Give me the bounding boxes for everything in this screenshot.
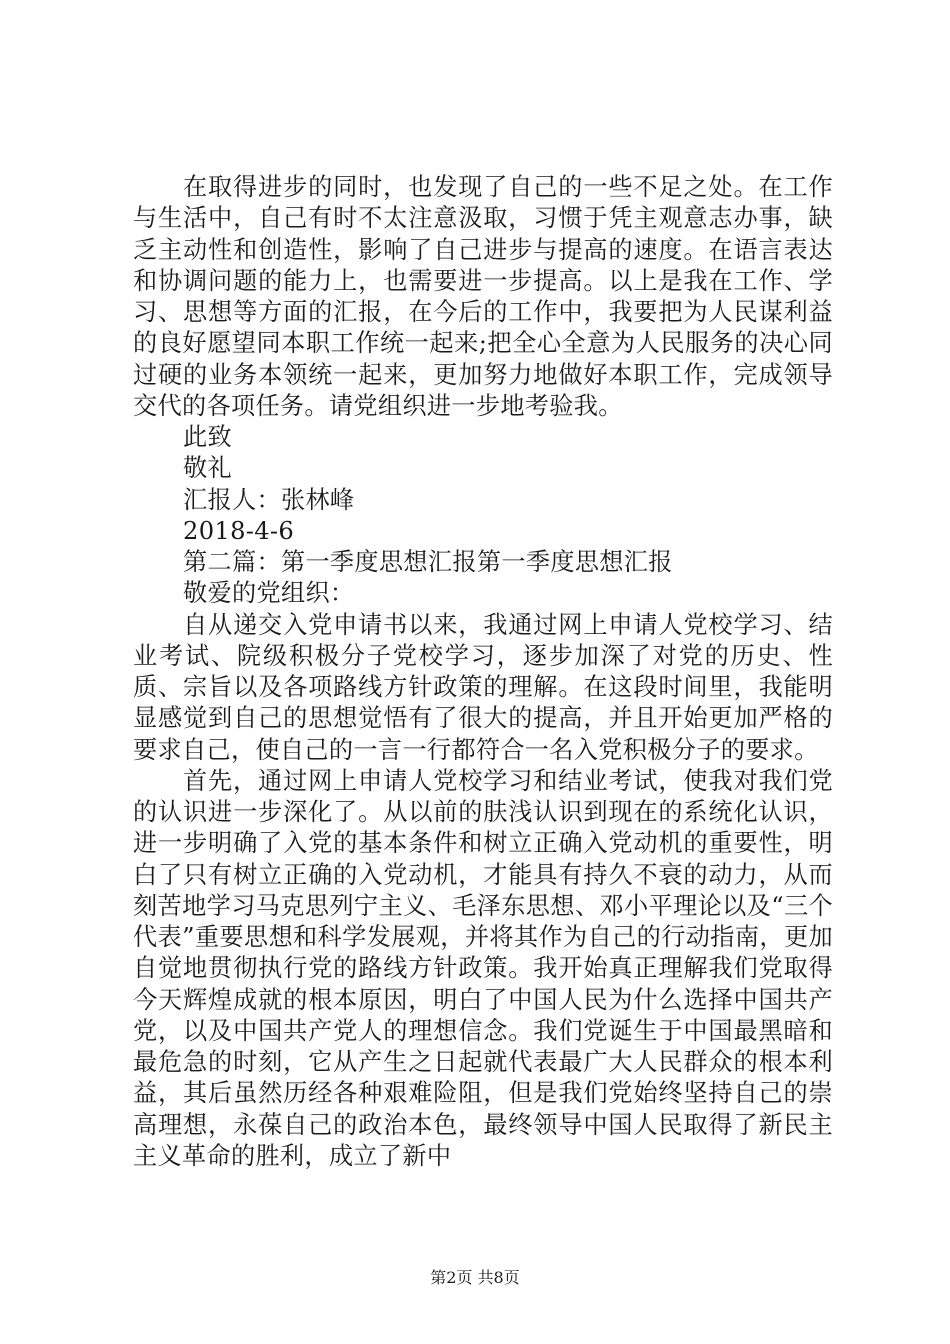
reporter-signature: 汇报人：张林峰 xyxy=(183,485,355,514)
closing-regards: 敬礼 xyxy=(183,454,232,483)
section-title: 第二篇：第一季度思想汇报第一季度思想汇报 xyxy=(183,548,673,576)
paragraph-shortcomings: 在取得进步的同时，也发现了自己的一些不足之处。在工作与生活中，自己有时不太注意汲取，习惯于凭主观意志办事，缺乏主动性和创造性，影响了自己进步与提高的速度。在语言表达和协调问题的能力上，也需要进一步提高。以上是我在工作、学习、思想等方面的汇报，在今后的工作中，我要把为人民谋利益的良好愿望同本职工作统一起来;把全心全意为人民服务的决心同过硬的业务本领统一起来，更加努力地做好本职工作，完成领导交代的各项任务。请党组织进一步地考验我。 xyxy=(133,173,833,420)
document-body xyxy=(133,172,833,1172)
paragraph-first-point: 首先，通过网上申请人党校学习和结业考试，使我对我们党的认识进一步深化了。从以前的肤浅认识到现在的系统化认识，进一步明确了入党的基本条件和树立正确入党动机的重要性，明白了只有树立正确的入党动机，才能具有持久不衰的动力，从而刻苦地学习马克思列宁主义、毛泽东思想、邓小平理论以及“三个代表”重要思想和科学发展观，并将其作为自己的行动指南，更加自觉地贯彻执行党的路线方针政策。我开始真正理解我们党取得今天辉煌成就的根本原因，明白了中国人民为什么选择中国共产党，以及中国共产党人的理想信念。我们党诞生于中国最黑暗和最危急的时刻，它从产生之日起就代表最广大人民群众的根本利益，其后虽然历经各种艰难险阻，但是我们党始终坚持自己的崇高理想，永葆自己的政治本色，最终领导中国人民取得了新民主主义革命的胜利，成立了新中 xyxy=(133,766,833,1170)
closing-salutation: 此致 xyxy=(183,423,232,451)
report-date: 2018-4-6 xyxy=(183,516,295,545)
page-number-footer: 第2页 共8页 xyxy=(430,1268,520,1287)
greeting: 敬爱的党组织： xyxy=(183,579,355,608)
paragraph-introduction: 自从递交入党申请书以来，我通过网上申请人党校学习、结业考试、院级积极分子党校学习，逐步加深了对党的历史、性质、宗旨以及各项路线方针政策的理解。在这段时间里，我能明显感觉到自己的思想觉悟有了很大的提高，并且开始更加严格的要求自己，使自己的一言一行都符合一名入党积极分子的要求。 xyxy=(133,610,833,764)
